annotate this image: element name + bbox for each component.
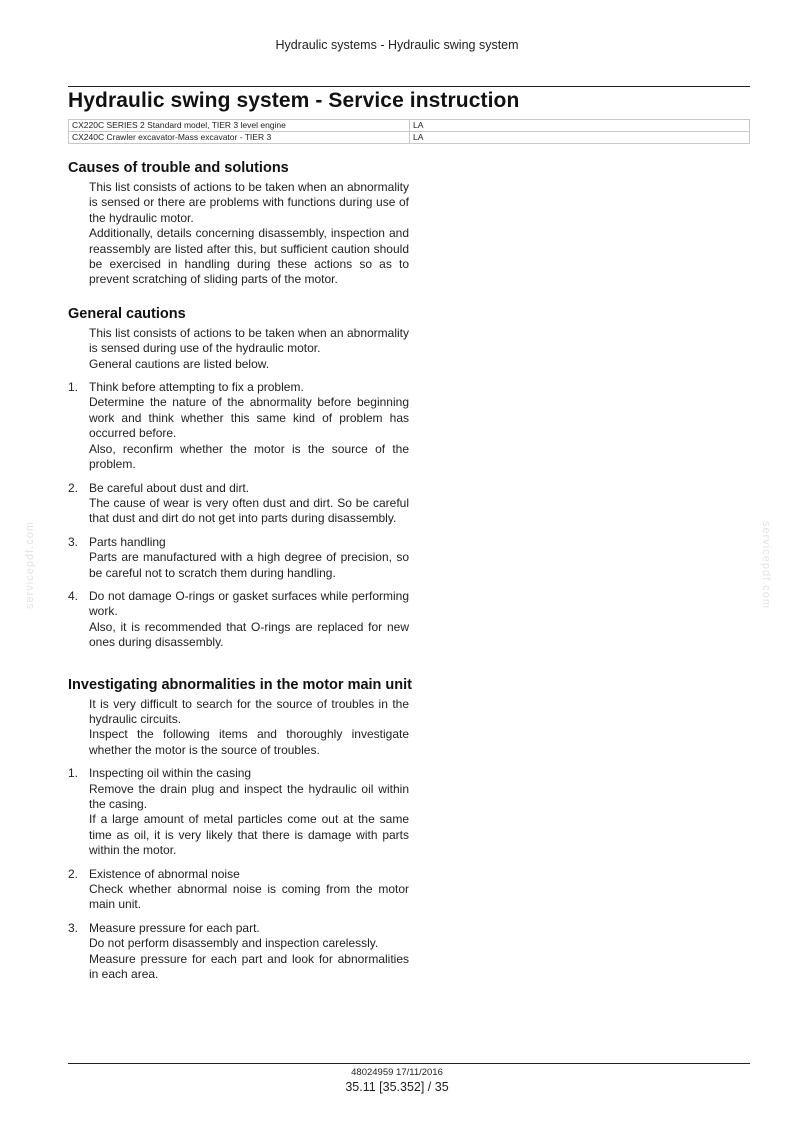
list-item: [68, 380, 418, 472]
model-cell: CX240C Crawler excavator-Mass excavator - TIER 3: [69, 132, 410, 144]
general-cautions-list: [68, 380, 418, 651]
paragraph: It is very difficult to search for the source of troubles in the hydraulic circuits.: [89, 696, 409, 726]
list-item-title: Parts handling: [89, 534, 166, 549]
investigation-steps-list: [68, 766, 418, 982]
paragraph: Additionally, details concerning disassembly, inspection and reassembly are listed after this, but sufficient caution should be exercised in handling during these actions so as to prevent scratching of sliding parts of the motor.: [89, 226, 409, 287]
list-item: [68, 766, 418, 858]
list-number: 2.: [68, 480, 79, 495]
paragraph: Inspect the following items and thoroughly investigate whether the motor is the source of troubles.: [89, 727, 409, 757]
list-item-text: Parts are manufactured with a high degree of precision, so be careful not to scratch them during handling.: [89, 550, 409, 580]
paragraph: This list consists of actions to be taken when an abnormality is sensed or there are problems with functions during use of the hydraulic motor.: [89, 180, 409, 225]
list-item-title: Be careful about dust and dirt.: [89, 480, 250, 495]
list-item-title: Inspecting oil within the casing: [89, 766, 252, 781]
list-item-text: Measure pressure for each part and look for abnormalities in each area.: [89, 951, 409, 982]
section-heading-general-cautions: General cautions: [68, 305, 186, 322]
list-item: [68, 921, 418, 983]
list-item-title: Measure pressure for each part.: [89, 920, 260, 935]
paragraph: This list consists of actions to be taken when an abnormality is sensed during use of the hydraulic motor.: [89, 325, 409, 356]
list-item: [68, 589, 418, 651]
list-item-title: Think before attempting to fix a problem.: [89, 380, 304, 395]
main-content: [68, 160, 418, 990]
region-cell: LA: [410, 120, 750, 132]
watermark-right: servicepdf.com: [760, 521, 772, 609]
list-number: 1.: [68, 380, 79, 395]
list-item-text: The cause of wear is very often dust and dirt. So be careful that dust and dirt do not get into parts during disassembly.: [89, 495, 409, 526]
list-item-text: Remove the drain plug and inspect the hydraulic oil within the casing.: [89, 781, 409, 811]
list-item-text: Check whether abnormal noise is coming from the motor main unit.: [89, 882, 409, 912]
list-item-text: Determine the nature of the abnormality before beginning work and think whether this same kind of problem has occurred before.: [89, 395, 409, 441]
page-number: 35.11 [35.352] / 35: [345, 1080, 449, 1094]
section-heading-investigating: Investigating abnormalities in the motor main unit: [68, 676, 413, 693]
list-item: [68, 535, 418, 581]
page-title: Hydraulic swing system - Service instruction: [68, 89, 520, 112]
list-item: [68, 867, 418, 913]
watermark-left: servicepdf.com: [24, 521, 36, 609]
top-divider: [68, 86, 750, 87]
table-row: [69, 132, 750, 144]
bottom-divider: [68, 1063, 750, 1064]
list-item: [68, 481, 418, 527]
list-item-title: Existence of abnormal noise: [89, 866, 240, 881]
table-row: [69, 120, 750, 132]
list-item-text: Do not perform disassembly and inspection carelessly.: [89, 936, 379, 951]
section-heading-causes: Causes of trouble and solutions: [68, 160, 289, 176]
running-header: Hydraulic systems - Hydraulic swing system: [275, 38, 519, 52]
list-item-text: If a large amount of metal particles come out at the same time as oil, it is very likely that there is damage with parts within the motor.: [89, 812, 409, 858]
list-item-title: Do not damage O-rings or gasket surfaces while performing work.: [89, 588, 409, 619]
list-number: 1.: [68, 766, 79, 781]
model-cell: CX220C SERIES 2 Standard model, TIER 3 level engine: [69, 120, 410, 132]
paragraph: General cautions are listed below.: [89, 356, 270, 371]
region-cell: LA: [410, 132, 750, 144]
list-number: 3.: [68, 920, 79, 935]
list-number: 3.: [68, 534, 79, 549]
document-id: 48024959 17/11/2016: [351, 1067, 443, 1078]
list-number: 2.: [68, 866, 79, 881]
list-item-text: Also, it is recommended that O-rings are replaced for new ones during disassembly.: [89, 619, 409, 650]
applicability-table: [68, 119, 750, 144]
list-number: 4.: [68, 588, 79, 603]
list-item-text: Also, reconfirm whether the motor is the source of the problem.: [89, 441, 409, 472]
